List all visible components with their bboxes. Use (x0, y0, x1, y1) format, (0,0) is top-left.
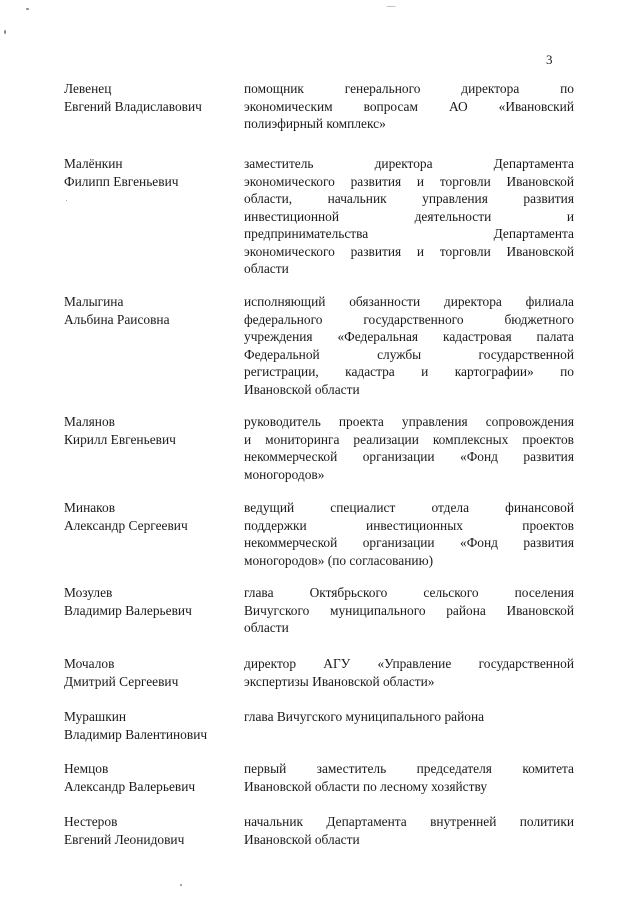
position-line: исполняющий обязанности директора филиала (244, 294, 574, 309)
scan-speck (66, 200, 67, 201)
scan-speck (386, 6, 396, 7)
member-position (244, 655, 574, 690)
member-name (64, 155, 234, 190)
surname: Немцов (64, 761, 109, 776)
surname: Малянов (64, 414, 115, 429)
position-line: области (244, 261, 289, 276)
position-line: Ивановской области (244, 831, 360, 847)
surname: Малёнкин (64, 156, 123, 171)
member-position (244, 499, 574, 569)
position-line: предпринимательства Департамента (244, 226, 574, 241)
position-line: Вичугского муниципального района Ивановской (244, 602, 574, 618)
scan-speck (180, 884, 182, 886)
position-line: некоммерческой организации «Фонд развития (244, 449, 574, 464)
given-names: Альбина Раисовна (64, 311, 170, 327)
given-names: Дмитрий Сергеевич (64, 673, 179, 689)
position-line: экономического развития и торговли Ивановской (244, 243, 574, 259)
member-name (64, 293, 234, 328)
member-position (244, 155, 574, 278)
given-names: Александр Сергеевич (64, 517, 188, 533)
position-line: моногородов» (244, 466, 325, 482)
position-line: директор АГУ «Управление государственной (244, 656, 574, 671)
surname: Левенец (64, 81, 112, 96)
page-number: 3 (546, 52, 553, 67)
given-names: Евгений Леонидович (64, 831, 185, 847)
surname: Нестеров (64, 814, 118, 829)
position-line: поддержки инвестиционных проектов (244, 517, 574, 533)
position-line: учреждения «Федеральная кадастровая палата (244, 329, 574, 344)
position-line: федерального государственного бюджетного (244, 311, 574, 327)
surname: Мозулев (64, 585, 113, 600)
member-name (64, 413, 234, 448)
surname: Мочалов (64, 656, 115, 671)
member-name (64, 499, 234, 534)
position-line: экономического развития и торговли Ивановской (244, 173, 574, 189)
given-names: Кирилл Евгеньевич (64, 431, 176, 447)
member-position (244, 80, 574, 133)
given-names: Александр Валерьевич (64, 778, 196, 794)
position-line: и мониторинга реализации комплексных проектов (244, 431, 574, 447)
position-line: Ивановской области (244, 381, 360, 397)
position-line: моногородов» (по согласованию) (244, 552, 434, 568)
position-line: регистрации, кадастра и картографии» по (244, 364, 574, 379)
member-position (244, 413, 574, 483)
member-name (64, 760, 234, 795)
position-line: области, начальник управления развития (244, 191, 574, 206)
member-position (244, 708, 574, 726)
member-name (64, 655, 234, 690)
position-line: начальник Департамента внутренней политики (244, 814, 574, 829)
position-line: глава Октябрьского сельского поселения (244, 585, 574, 600)
position-line: Федеральной службы государственной (244, 346, 574, 362)
position-line: полиэфирный комплекс» (244, 116, 386, 131)
position-line: инвестиционной деятельности и (244, 208, 574, 224)
member-position (244, 813, 574, 848)
position-line: заместитель директора Департамента (244, 156, 574, 171)
position-line: экономическим вопросам АО «Ивановский (244, 98, 574, 114)
position-line: экспертизы Ивановской области» (244, 673, 435, 689)
given-names: Владимир Валерьевич (64, 602, 192, 618)
position-line: глава Вичугского муниципального района (244, 709, 485, 724)
position-line: области (244, 620, 289, 635)
member-name (64, 813, 234, 848)
scan-speck (4, 30, 6, 34)
member-name (64, 80, 234, 115)
given-names: Евгений Владиславович (64, 98, 202, 114)
member-position (244, 760, 574, 795)
scan-speck (26, 8, 29, 10)
member-name (64, 708, 234, 743)
position-line: некоммерческой организации «Фонд развития (244, 535, 574, 550)
position-line: ведущий специалист отдела финансовой (244, 500, 574, 515)
member-position (244, 293, 574, 398)
position-line: первый заместитель председателя комитета (244, 761, 574, 776)
given-names: Филипп Евгеньевич (64, 173, 179, 189)
surname: Мурашкин (64, 709, 127, 724)
position-line: помощник генерального директора по (244, 81, 574, 96)
member-position (244, 584, 574, 637)
surname: Малыгина (64, 294, 124, 309)
given-names: Владимир Валентинович (64, 726, 208, 742)
position-line: Ивановской области по лесному хозяйству (244, 778, 488, 794)
member-name (64, 584, 234, 619)
position-line: руководитель проекта управления сопровождения (244, 414, 574, 429)
surname: Минаков (64, 500, 116, 515)
